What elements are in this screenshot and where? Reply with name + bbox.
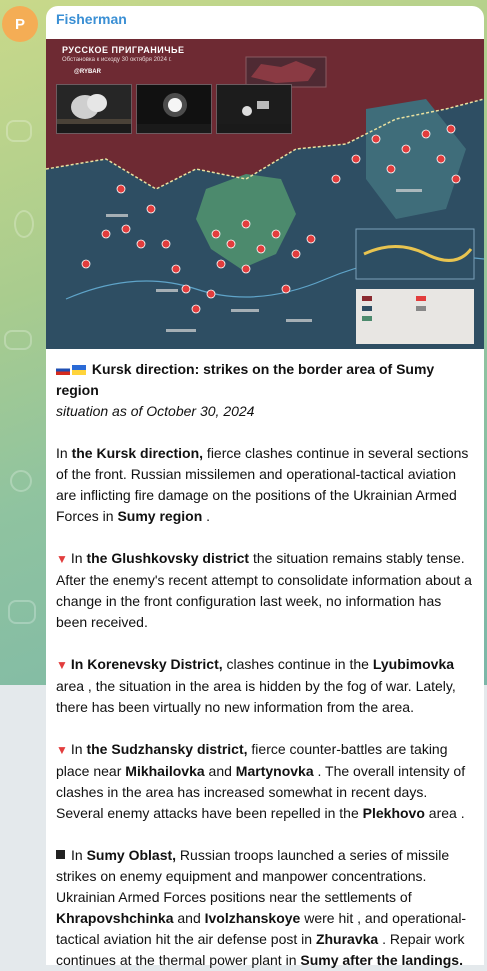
- post-date: situation as of October 30, 2024: [56, 403, 255, 419]
- paragraph-1: In the Kursk direction, fierce clashes continue in several sections of the front. Russian missilemen and operational-tactical aviation are inflicting fire damage on the positions of the Ukrainian Armed Forces in Sumy region .: [56, 445, 469, 524]
- red-triangle-icon: ▼: [56, 552, 68, 566]
- sender-name[interactable]: Fisherman: [56, 11, 127, 27]
- map-subtitle: Обстановка к исходу 30 октября 2024 г.: [62, 57, 172, 63]
- map-photo-3: [216, 84, 292, 134]
- map-image[interactable]: [46, 39, 484, 349]
- map-title: РУССКОЕ ПРИГРАНИЧЬЕ: [62, 45, 185, 55]
- message-text: [56, 359, 476, 971]
- red-triangle-icon: ▼: [56, 658, 68, 672]
- map-photo-2: [136, 84, 212, 134]
- paragraph-5: In Sumy Oblast, Russian troops launched a series of missile strikes on enemy equipment and manpower concentrations. Ukrainian Armed Forces positions near the settlements of Khrapovshchinka and Ivolzhanskoye were hit , and operational-tactical aviation hit the air defense post in Zhuravka . Repair work continues at the thermal power plant in Sumy after the landings.: [56, 847, 467, 968]
- red-triangle-icon: ▼: [56, 743, 68, 757]
- russia-flag-icon: [56, 365, 70, 375]
- paragraph-3: ▼ In Korenevsky District, clashes continue in the Lyubimovka area , the situation in the area is hidden by the fog of war. Lately, there has been virtually no new information from the area.: [56, 656, 456, 715]
- black-square-icon: [56, 850, 65, 859]
- avatar-letter: P: [14, 15, 25, 33]
- paragraph-2: ▼ In the Glushkovsky district the situation remains stably tense. After the enemy's recent attempt to consolidate information about a change in the front configuration last week, no information has been received.: [56, 550, 472, 630]
- channel-avatar[interactable]: [2, 6, 38, 42]
- post-headline: Kursk direction: strikes on the border area of Sumy region: [56, 361, 435, 398]
- paragraph-4: ▼ In the Sudzhansky district, fierce counter-battles are taking place near Mikhailovka and Martynovka . The overall intensity of clashes in the area has increased somewhat in recent days. Several enemy attacks have been repelled in the Plekhovo area .: [56, 741, 466, 821]
- message-bubble: [46, 6, 484, 968]
- map-logo: @RYBAR: [74, 69, 101, 75]
- map-photo-1: [56, 84, 132, 134]
- ukraine-flag-icon: [72, 365, 86, 375]
